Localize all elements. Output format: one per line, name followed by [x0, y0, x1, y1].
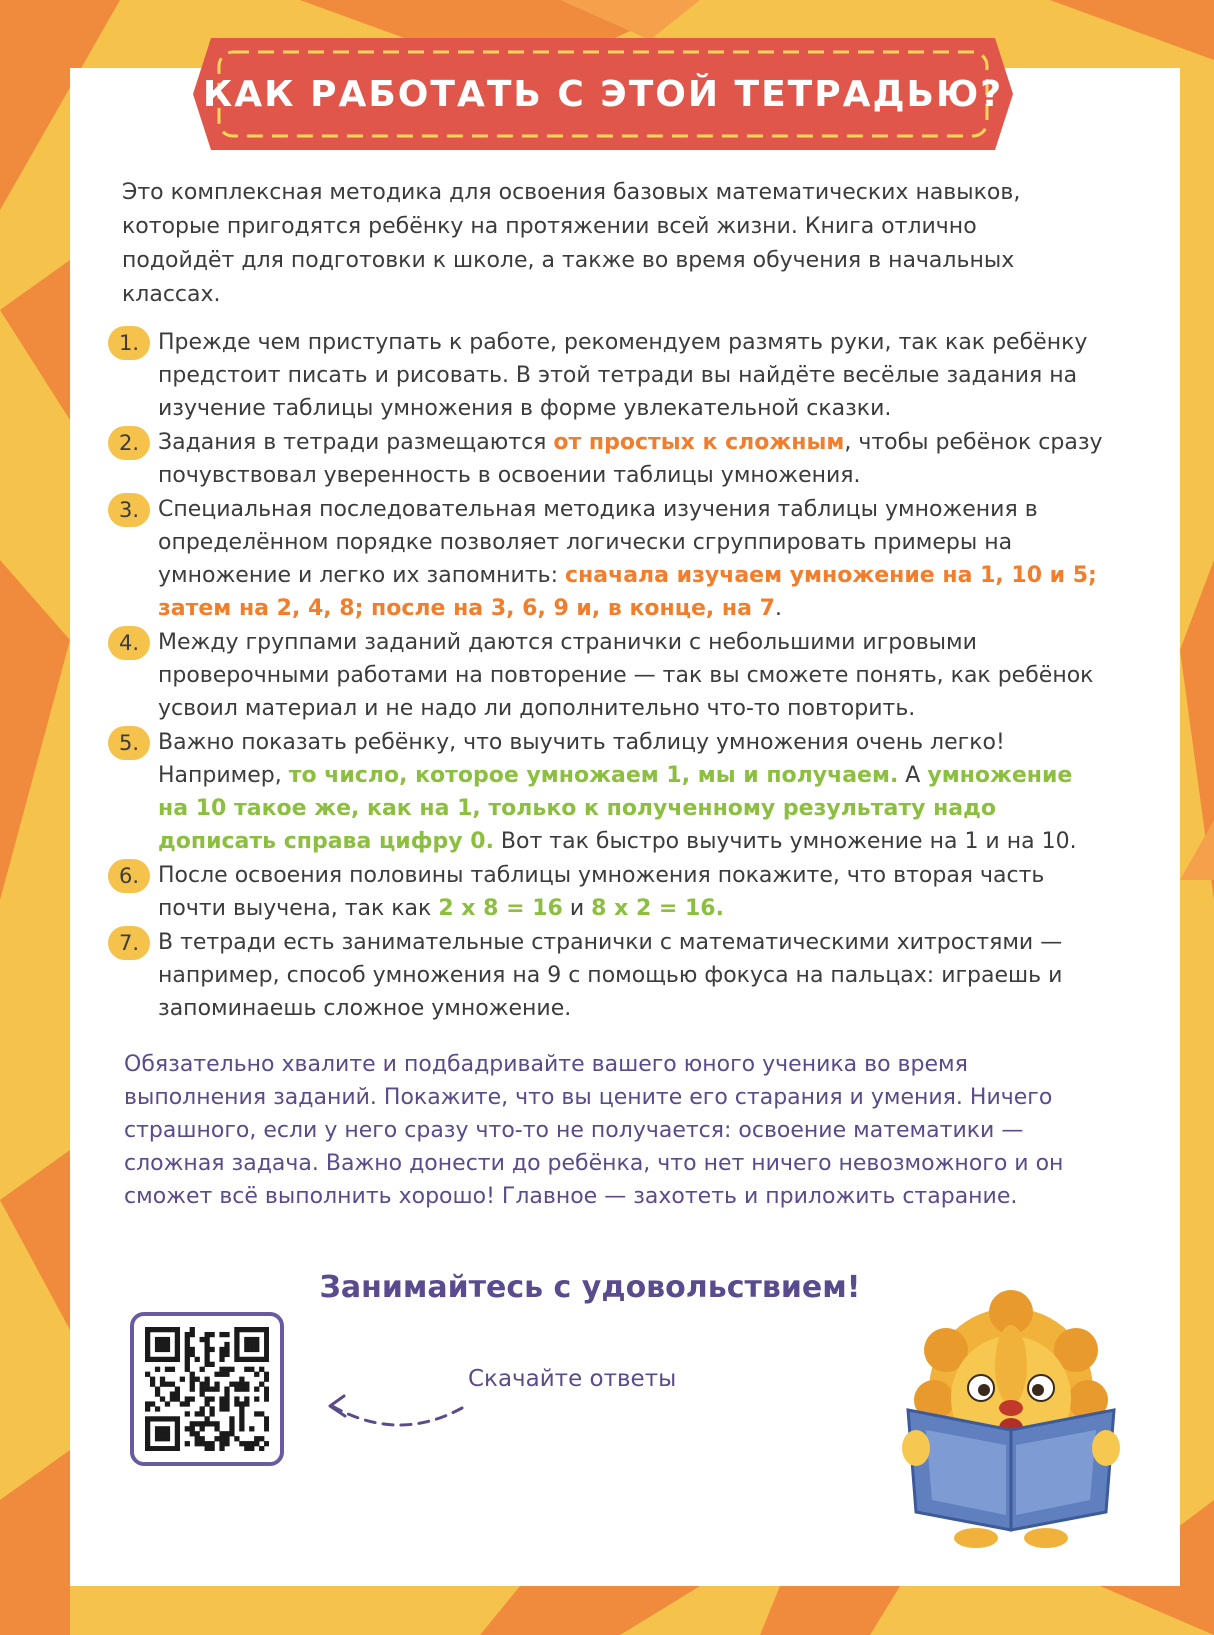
step-text: и: [562, 896, 592, 921]
page-title: КАК РАБОТАТЬ С ЭТОЙ ТЕТРАДЬЮ?: [202, 73, 1004, 115]
step-text: В тетради есть занимательные странички с математическими хитростями — например, способ умножения на 9 с помощью фокуса на пальцах: играешь и запоминаешь сложное умножение.: [158, 930, 1063, 1021]
qr-code-icon[interactable]: [130, 1312, 284, 1466]
lion-reading-icon: [896, 1290, 1126, 1550]
highlight-text: 8 x 2 = 16.: [591, 896, 724, 921]
step-text: Важно показать ребёнку, что выучить таблицу умножения очень легко! Например,: [158, 730, 1005, 788]
step-text: После освоения половины таблицы умножения покажите, что вторая часть почти выучена, так как: [158, 863, 1045, 921]
list-item: [108, 426, 1108, 492]
cheer-heading: Занимайтесь с удовольствием!: [319, 1270, 861, 1305]
list-item: [108, 726, 1108, 858]
step-text: , чтобы ребёнок сразу почувствовал уверенность в освоении таблицы умножения.: [158, 430, 1103, 488]
step-text: Прежде чем приступать к работе, рекомендуем размять руки, так как ребёнку предстоит писать и рисовать. В этой тетради вы найдёте весёлые задания на изучение таблицы умножения в форме увлекательной сказки.: [158, 330, 1088, 421]
step-number: 4.: [108, 626, 150, 660]
step-text: .: [774, 596, 782, 621]
title-banner: [193, 38, 1013, 150]
steps-list: [108, 326, 1108, 1026]
highlight-text: от простых к сложным: [553, 430, 845, 455]
step-number: 2.: [108, 426, 150, 460]
step-number: 6.: [108, 859, 150, 893]
step-text: Между группами заданий даются странички с небольшими игровыми проверочными работами на повторение — так вы сможете понять, как ребёнок усвоил материал и не надо ли дополнительно что-то повторить.: [158, 630, 1094, 721]
step-text: Специальная последовательная методика изучения таблицы умножения в определённом порядке позволяет логически сгруппировать примеры на умножение и легко их запомнить:: [158, 497, 1038, 588]
step-number: 7.: [108, 926, 150, 960]
step-text: А: [898, 763, 928, 788]
list-item: [108, 493, 1108, 625]
step-text: Вот так быстро выучить умножение на 1 и на 10.: [493, 829, 1077, 854]
closing-paragraph: Обязательно хвалите и подбадривайте вашего юного ученика во время выполнения заданий. Покажите, что вы цените его старания и умения. Ничего страшного, если у него сразу что-то не получается: освоение математики — сложная задача. Важно донести до ребёнка, что нет ничего невозможного и он сможет всё выполнить хорошо! Главное — захотеть и приложить старание.: [124, 1052, 1064, 1209]
step-number: 5.: [108, 726, 150, 760]
highlight-text: сначала изучаем умножение на 1, 10 и 5; затем на 2, 4, 8; после на 3, 6, 9 и, в конце, на 7: [158, 563, 1097, 621]
highlight-text: умножение на 10 такое же, как на 1, только к полученному результату надо дописать справа цифру 0.: [158, 763, 1073, 854]
list-item: [108, 859, 1108, 925]
step-number: 3.: [108, 493, 150, 527]
list-item: [108, 926, 1108, 1025]
step-number: 1.: [108, 326, 150, 360]
download-answers-label: Скачайте ответы: [468, 1366, 677, 1392]
intro-paragraph: Это комплексная методика для освоения базовых математических навыков, которые пригодятся ребёнку на протяжении всей жизни. Книга отлично подойдёт для подготовки к школе, а также во время обучения в начальных классах.: [122, 180, 1021, 307]
list-item: [108, 626, 1108, 725]
highlight-text: то число, которое умножаем 1, мы и получаем.: [288, 763, 899, 788]
dashed-arrow-icon: [318, 1388, 468, 1438]
list-item: [108, 326, 1108, 425]
highlight-text: 2 x 8 = 16: [438, 896, 563, 921]
step-text: Задания в тетради размещаются: [158, 430, 554, 455]
